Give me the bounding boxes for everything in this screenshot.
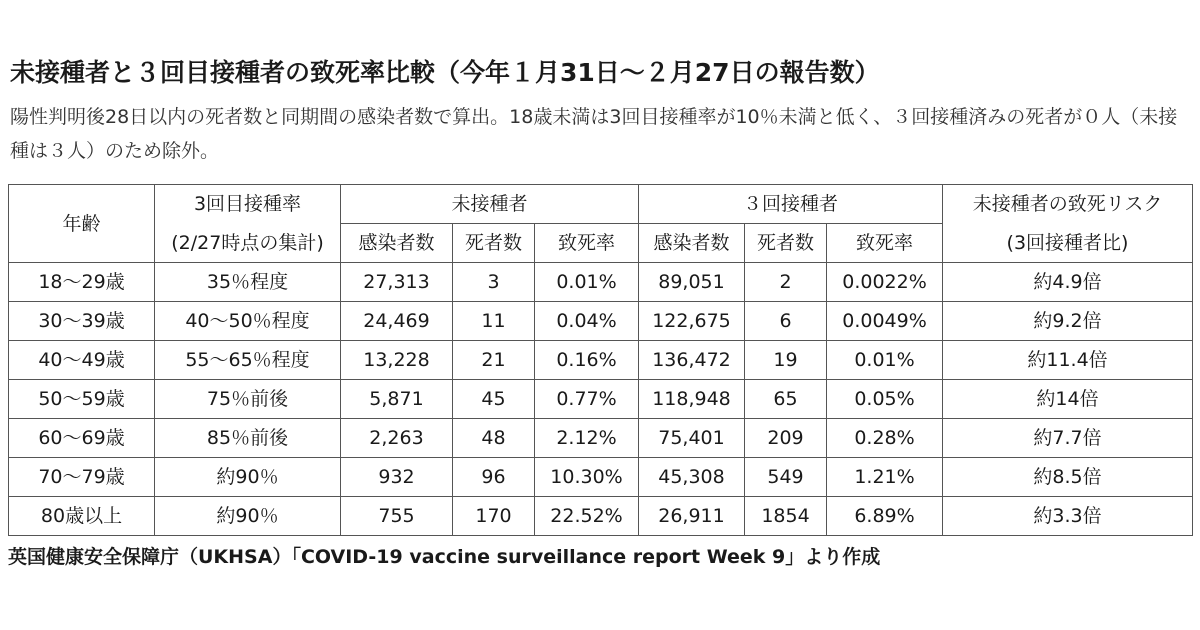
unvaccinated-infected-cell: 24,469 [341, 302, 453, 341]
age-cell: 30～39歳 [9, 302, 155, 341]
unvaccinated-infected-cell: 755 [341, 497, 453, 536]
table-row [9, 380, 1193, 419]
header-booster-rate: 3回目接種率 [155, 185, 341, 224]
header-unvaccinated-infected: 感染者数 [341, 224, 453, 263]
unvaccinated-deaths-cell: 45 [453, 380, 535, 419]
risk-cell: 約14倍 [943, 380, 1193, 419]
boosted-cfr-cell: 0.01% [827, 341, 943, 380]
unvaccinated-infected-cell: 5,871 [341, 380, 453, 419]
page-title: 未接種者と３回目接種者の致死率比較（今年１月31日～２月27日の報告数） [10, 58, 880, 87]
table-row [9, 458, 1193, 497]
booster-rate-cell: 35％程度 [155, 263, 341, 302]
table-row [9, 341, 1193, 380]
unvaccinated-deaths-cell: 48 [453, 419, 535, 458]
unvaccinated-infected-cell: 27,313 [341, 263, 453, 302]
header-row-top [9, 185, 1193, 224]
unvaccinated-cfr-cell: 0.77% [535, 380, 639, 419]
boosted-infected-cell: 122,675 [639, 302, 745, 341]
unvaccinated-cfr-cell: 10.30% [535, 458, 639, 497]
unvaccinated-cfr-cell: 0.01% [535, 263, 639, 302]
boosted-infected-cell: 26,911 [639, 497, 745, 536]
header-risk: 未接種者の致死リスク [943, 185, 1193, 224]
booster-rate-cell: 約90％ [155, 497, 341, 536]
header-risk-note: (3回接種者比) [943, 224, 1193, 263]
boosted-deaths-cell: 209 [745, 419, 827, 458]
boosted-deaths-cell: 1854 [745, 497, 827, 536]
boosted-cfr-cell: 6.89% [827, 497, 943, 536]
risk-cell: 約3.3倍 [943, 497, 1193, 536]
age-cell: 70～79歳 [9, 458, 155, 497]
unvaccinated-deaths-cell: 21 [453, 341, 535, 380]
age-cell: 80歳以上 [9, 497, 155, 536]
risk-cell: 約8.5倍 [943, 458, 1193, 497]
age-cell: 60～69歳 [9, 419, 155, 458]
unvaccinated-deaths-cell: 11 [453, 302, 535, 341]
table-row [9, 419, 1193, 458]
risk-cell: 約9.2倍 [943, 302, 1193, 341]
source-note: 英国健康安全保障庁（UKHSA）「COVID-19 vaccine surveillance report Week 9」より作成 [8, 546, 881, 568]
boosted-cfr-cell: 0.0049% [827, 302, 943, 341]
header-boosted-deaths: 死者数 [745, 224, 827, 263]
boosted-infected-cell: 89,051 [639, 263, 745, 302]
header-age-label: 年齢 [9, 205, 155, 244]
boosted-cfr-cell: 1.21% [827, 458, 943, 497]
boosted-deaths-cell: 6 [745, 302, 827, 341]
age-cell: 18～29歳 [9, 263, 155, 302]
booster-rate-cell: 55～65％程度 [155, 341, 341, 380]
boosted-deaths-cell: 65 [745, 380, 827, 419]
risk-cell: 約7.7倍 [943, 419, 1193, 458]
boosted-deaths-cell: 2 [745, 263, 827, 302]
unvaccinated-infected-cell: 2,263 [341, 419, 453, 458]
header-boosted-infected: 感染者数 [639, 224, 745, 263]
table-row [9, 497, 1193, 536]
boosted-cfr-cell: 0.28% [827, 419, 943, 458]
cfr-comparison-table [8, 184, 1193, 536]
risk-cell: 約11.4倍 [943, 341, 1193, 380]
boosted-infected-cell: 75,401 [639, 419, 745, 458]
boosted-infected-cell: 45,308 [639, 458, 745, 497]
header-unvaccinated-deaths: 死者数 [453, 224, 535, 263]
header-boosted: ３回接種者 [639, 185, 943, 224]
header-unvaccinated-cfr: 致死率 [535, 224, 639, 263]
boosted-cfr-cell: 0.0022% [827, 263, 943, 302]
unvaccinated-cfr-cell: 0.16% [535, 341, 639, 380]
booster-rate-cell: 75％前後 [155, 380, 341, 419]
risk-cell: 約4.9倍 [943, 263, 1193, 302]
unvaccinated-infected-cell: 932 [341, 458, 453, 497]
booster-rate-cell: 85％前後 [155, 419, 341, 458]
age-cell: 40～49歳 [9, 341, 155, 380]
page-subtitle: 陽性判明後28日以内の死者数と同期間の感染者数で算出。18歳未満は3回目接種率が10％未満と低く、３回接種済みの死者が０人（未接種は３人）のため除外。 [10, 106, 1178, 162]
age-cell: 50～59歳 [9, 380, 155, 419]
unvaccinated-deaths-cell: 96 [453, 458, 535, 497]
boosted-cfr-cell: 0.05% [827, 380, 943, 419]
header-unvaccinated: 未接種者 [341, 185, 639, 224]
unvaccinated-deaths-cell: 170 [453, 497, 535, 536]
boosted-infected-cell: 118,948 [639, 380, 745, 419]
table-row [9, 302, 1193, 341]
table-row [9, 263, 1193, 302]
unvaccinated-deaths-cell: 3 [453, 263, 535, 302]
boosted-infected-cell: 136,472 [639, 341, 745, 380]
header-row-bottom [9, 224, 1193, 263]
booster-rate-cell: 40～50％程度 [155, 302, 341, 341]
boosted-deaths-cell: 549 [745, 458, 827, 497]
unvaccinated-infected-cell: 13,228 [341, 341, 453, 380]
header-booster-rate-note: (2/27時点の集計) [155, 224, 341, 263]
booster-rate-cell: 約90％ [155, 458, 341, 497]
unvaccinated-cfr-cell: 0.04% [535, 302, 639, 341]
header-boosted-cfr: 致死率 [827, 224, 943, 263]
unvaccinated-cfr-cell: 2.12% [535, 419, 639, 458]
boosted-deaths-cell: 19 [745, 341, 827, 380]
unvaccinated-cfr-cell: 22.52% [535, 497, 639, 536]
